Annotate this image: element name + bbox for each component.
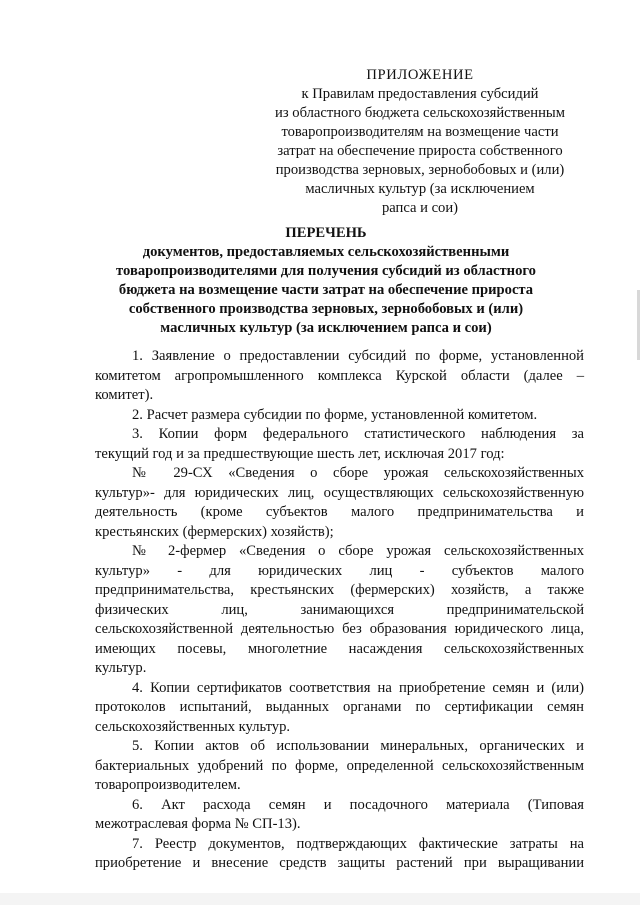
appendix-title: ПРИЛОЖЕНИЕ — [366, 67, 474, 83]
body-line: комитет). — [95, 387, 154, 403]
body-line: 3. Копии форм федерального статистического наблюдения за — [132, 426, 584, 442]
appendix-line: масличных культур (за исключением — [305, 181, 535, 197]
body-line: культур. — [95, 660, 147, 676]
heading-title: ПЕРЕЧЕНЬ — [285, 225, 367, 241]
appendix-line: товаропроизводителям на возмещение части — [281, 124, 559, 140]
body-line: бактериальных удобрений по форме, определенной сельскохозяйственным — [95, 757, 584, 774]
appendix-line: рапса и сои) — [381, 200, 459, 216]
body-line: приобретение и внесение средств защиты растений при выращивании — [95, 855, 584, 871]
body-line: имеющих посевы, многолетние насаждения сельскохозяйственных — [95, 640, 584, 657]
body-line: физических лиц, занимающихся предпринимательской — [95, 601, 584, 618]
heading-line: бюджета на возмещение части затрат на обеспечение прироста — [118, 282, 534, 298]
body-line: культур» - для юридических лиц - субъектов малого — [95, 562, 584, 579]
scan-bottom-edge — [0, 893, 640, 905]
body-line: предпринимательства, крестьянских (фермерских) хозяйств, а также — [95, 582, 584, 598]
body-text — [95, 347, 584, 874]
body-line: 7. Реестр документов, подтверждающих фактические затраты на — [132, 835, 584, 852]
body-line: культур»- для юридических лиц, осуществляющих сельскохозяйственную — [95, 484, 584, 501]
body-line: протоколов испытаний, выданных органами по сертификации семян — [95, 699, 584, 715]
body-line: сельскохозяйственных культур. — [95, 718, 291, 735]
heading-line: документов, предоставляемых сельскохозяйственными — [142, 244, 510, 260]
heading-line: товаропроизводителями для получения субсидий из областного — [116, 263, 536, 279]
body-line: 6. Акт расхода семян и посадочного материала (Типовая — [132, 796, 584, 813]
body-line: текущий год и за предшествующие шесть лет, исключая 2017 год: — [95, 445, 505, 462]
appendix-line: к Правилам предоставления субсидий — [301, 86, 539, 102]
body-line: № 29-СХ «Сведения о сборе урожая сельскохозяйственных — [132, 465, 584, 481]
body-line: товаропроизводителем. — [95, 777, 241, 793]
appendix-line: производства зерновых, зернобобовых и (или) — [275, 162, 565, 178]
appendix-block — [258, 66, 582, 218]
body-line: межотраслевая форма № СП-13). — [95, 816, 301, 832]
body-line: сельскохозяйственной деятельностью без образования юридического лица, — [95, 621, 584, 637]
body-line: 4. Копии сертификатов соответствия на приобретение семян и (или) — [132, 679, 584, 696]
list-heading — [100, 224, 552, 338]
appendix-line: из областного бюджета сельскохозяйственным — [275, 105, 565, 121]
body-line: деятельность (кроме субъектов малого предпринимательства и — [95, 504, 584, 520]
body-line: 5. Копии актов об использовании минеральных, органических и — [132, 738, 584, 754]
body-line: 1. Заявление о предоставлении субсидий по форме, установленной — [132, 348, 584, 364]
body-line: комитетом агропромышленного комплекса Курской области (далее – — [95, 367, 584, 384]
body-line: крестьянских (фермерских) хозяйств); — [95, 523, 334, 540]
heading-line: собственного производства зерновых, зернобобовых и (или) — [128, 301, 524, 317]
heading-line: масличных культур (за исключением рапса и сои) — [160, 320, 492, 336]
appendix-line: затрат на обеспечение прироста собственного — [277, 143, 563, 159]
body-line: № 2-фермер «Сведения о сборе урожая сельскохозяйственных — [132, 543, 584, 559]
body-line: 2. Расчет размера субсидии по форме, установленной комитетом. — [132, 406, 538, 423]
